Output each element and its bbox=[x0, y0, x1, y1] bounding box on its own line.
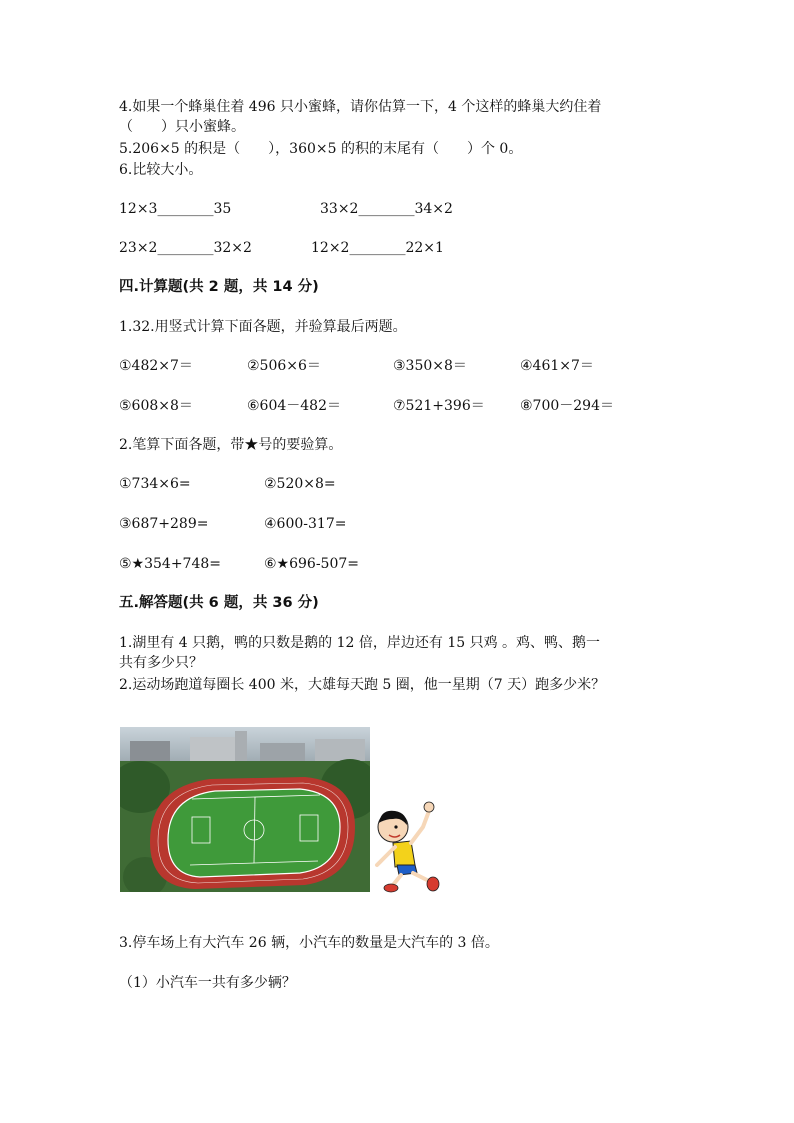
compare-item: 23×2________32×2 bbox=[119, 240, 252, 256]
problem-1-line-2: 共有多少只？ bbox=[119, 655, 203, 671]
calc-item: ①734×6= bbox=[119, 476, 191, 492]
section-5-heading: 五.解答题(共 6 题，共 36 分) bbox=[119, 595, 319, 611]
problem-3-title: 3.停车场上有大汽车 26 辆，小汽车的数量是大汽车的 3 倍。 bbox=[119, 935, 499, 951]
section-4-heading: 四.计算题(共 2 题，共 14 分) bbox=[119, 279, 319, 295]
calc-1-title: 1.32.用竖式计算下面各题，并验算最后两题。 bbox=[119, 319, 407, 335]
calc-item: ②506×6＝ bbox=[247, 358, 321, 374]
problem-1-line-1: 1.湖里有 4 只鹅，鸭的只数是鹅的 12 倍，岸边还有 15 只鸡 。鸡、鸭、鹅一 bbox=[119, 635, 601, 651]
calc-item: ②520×8= bbox=[264, 476, 336, 492]
calc-item: ⑦521+396＝ bbox=[393, 398, 485, 414]
calc-item: ⑥604－482＝ bbox=[247, 398, 341, 414]
compare-item: 12×3________35 bbox=[119, 201, 232, 217]
calc-item: ⑧700－294＝ bbox=[520, 398, 614, 414]
calc-item: ③350×8＝ bbox=[393, 358, 467, 374]
calc-item: ③687+289= bbox=[119, 516, 209, 532]
calc-item: ①482×7＝ bbox=[119, 358, 193, 374]
problem-3-sub-1: （1）小汽车一共有多少辆？ bbox=[119, 975, 296, 991]
problem-2: 2.运动场跑道每圈长 400 米，大雄每天跑 5 圈，他一星期（7 天）跑多少米？ bbox=[119, 677, 606, 693]
stadium-track-photo bbox=[120, 727, 370, 892]
running-cartoon-boy bbox=[371, 793, 443, 893]
question-4-line-1: 4.如果一个蜂巢住着 496 只小蜜蜂，请你估算一下，4 个这样的蜂巢大约住着 bbox=[119, 99, 602, 115]
calc-item: ⑤608×8＝ bbox=[119, 398, 193, 414]
compare-item: 33×2________34×2 bbox=[320, 201, 453, 217]
question-5: 5.206×5 的积是（ ），360×5 的积的末尾有（ ）个 0。 bbox=[119, 141, 523, 157]
calc-item: ④600-317= bbox=[264, 516, 347, 532]
question-4-line-2: （ ）只小蜜蜂。 bbox=[119, 119, 245, 135]
calc-item: ⑤★354+748= bbox=[119, 556, 222, 572]
calc-item: ④461×7＝ bbox=[520, 358, 594, 374]
compare-item: 12×2________22×1 bbox=[311, 240, 444, 256]
question-6-title: 6.比较大小。 bbox=[119, 162, 203, 178]
calc-2-title: 2.笔算下面各题，带★号的要验算。 bbox=[119, 437, 343, 453]
calc-item: ⑥★696-507= bbox=[264, 556, 360, 572]
